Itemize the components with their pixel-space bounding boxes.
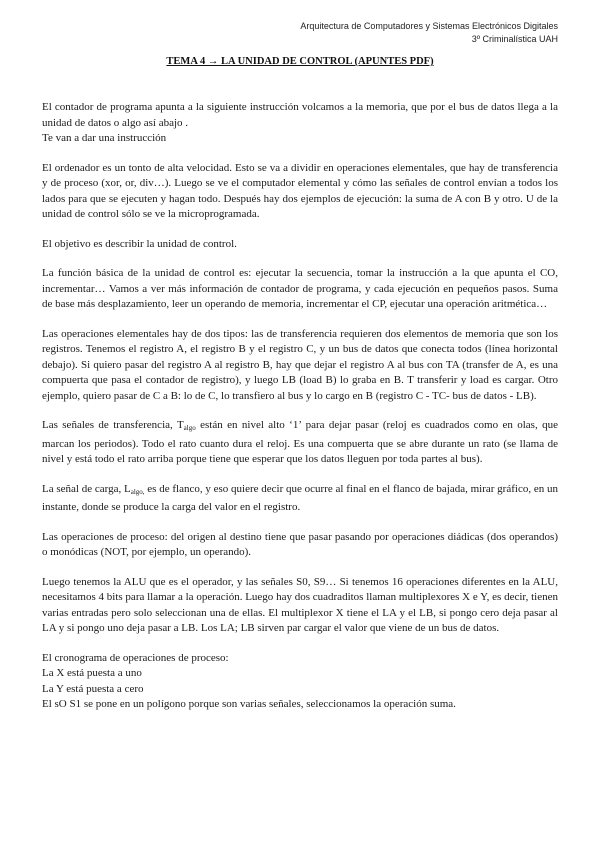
paragraph-3: El objetivo es describir la unidad de control. xyxy=(42,237,237,250)
paragraph-5: Las operaciones elementales hay de dos tipos: las de transferencia requieren dos elementos de memoria que son los registros. Tenemos el registro A, el registro B y el registro C, y un bus de datos que conecta todos (línea horizontal debajo). Si quiero pasar del registro A al registro B, hay que dejar el registro A al bus con TA (transfer de A, es una compuerta que pasa el contador de registro), y luego LB (load B) lo graba en B. T transferir y load es cargar. Otro ejemplo, quiero pasar de C a B: lo de C, lo transfiero al bus y lo cargo en B (registro C - TC- bus de datos - LB). xyxy=(42,327,558,402)
page-header xyxy=(300,20,558,46)
paragraph-4: La función básica de la unidad de control es: ejecutar la secuencia, tomar la instrucción a la que apunta el CO, incrementar… Vamos a ver más información de contador de programa, y cada ejecución en pequeños pasos. Suma de base más desplazamiento, leer un operando de memoria, incrementar el CP, ejecutar una operación aritmética… xyxy=(42,267,558,310)
subscript-algo: algo xyxy=(183,424,196,432)
paragraph-10b: La X está puesta a uno xyxy=(42,667,142,679)
paragraph-10a: El cronograma de operaciones de proceso: xyxy=(42,651,229,664)
page-title: TEMA 4 → LA UNIDAD DE CONTROL (APUNTES PDF) xyxy=(166,56,434,67)
paragraph-9: Luego tenemos la ALU que es el operador, y las señales S0, S9… Si tenemos 16 operaciones diferentes en la ALU, necesitamos 4 bits para llamar a la operación. Luego hay dos cuadraditos llaman multiplexores X e Y, es decir, tienen varias entradas pero solo seleccionan una de ellas. El multiplexor X tiene el LA y el LB, si pongo cero deja pasar al LA y si pongo uno deja pasar a LB. Los LA; LB sirven par cargar el valor que viene de un bus de datos. xyxy=(42,575,558,634)
paragraph-7 xyxy=(42,482,558,516)
document-body xyxy=(42,100,558,713)
paragraph-10d: El sO S1 se pone en un polígono porque son varias señales, seleccionamos la operación suma. xyxy=(42,698,456,710)
paragraph-7-pre: La señal de carga, L xyxy=(42,482,131,495)
subscript-algo-load: algo, xyxy=(130,487,145,496)
paragraph-1a: El contador de programa apunta a la siguiente instrucción volcamos a la memoria, que por el bus de datos llega a la unidad de datos o algo así abajo . xyxy=(42,101,558,129)
paragraph-10c: La Y está puesta a cero xyxy=(42,682,144,695)
paragraph-2: El ordenador es un tonto de alta velocidad. Esto se va a dividir en operaciones elementales, que hay de transferencia y de proceso (xor, or, div…). Luego se ve el computador elemental y cómo las señales de control envían a todos los lados para que se ejecuten y hagan todo. Después hay dos ejemplos de ejecución: la suma de A con B y otro. U de la unidad de control sólo se ve la microprogramada. xyxy=(42,161,558,220)
paragraph-6-post: están en nivel alto ‘1’ para dejar pasar (reloj es cuadrados como en olas, que marcan los periodos). Todo el rato cuanto dura el reloj. Es una compuerta que se abre durante un rato (se llama de nivel y está todo el rato arriba porque tiene que esperar que los datos lleguen por toda partes al bus). xyxy=(42,419,558,465)
paragraph-8: Las operaciones de proceso: del origen al destino tiene que pasar pasando por operaciones diádicas (dos operandos) o monódicas (NOT, por ejemplo, un operando). xyxy=(42,530,558,558)
paragraph-1b: Te van a dar una instrucción xyxy=(42,132,167,144)
paragraph-6-pre: Las señales de transferencia, T xyxy=(42,419,184,431)
header-degree: 3º Criminalística UAH xyxy=(471,34,558,44)
header-course: Arquitectura de Computadores y Sistemas Electrónicos Digitales xyxy=(300,21,558,31)
paragraph-7-post: es de flanco, y eso quiere decir que ocurre al final en el flanco de bajada, mirar gráfico, en un instante, donde se produce la carga del valor en el registro. xyxy=(42,482,558,513)
paragraph-6 xyxy=(42,418,558,468)
